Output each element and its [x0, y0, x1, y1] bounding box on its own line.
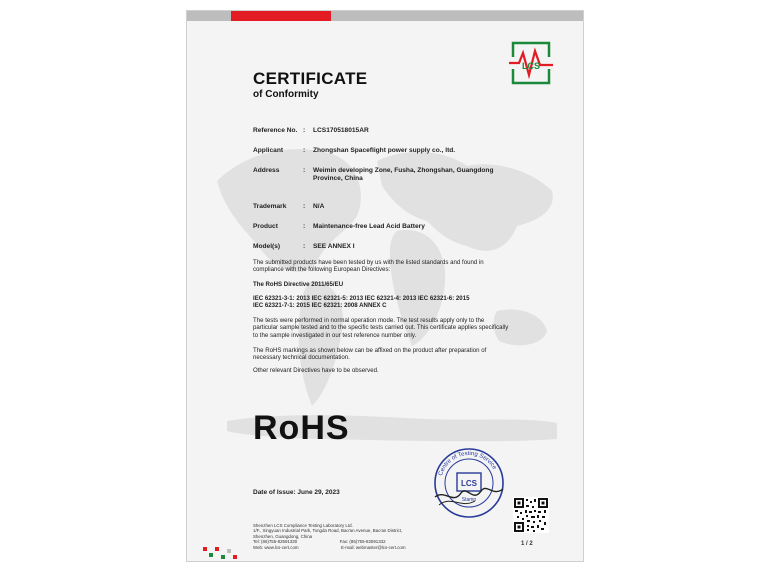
- field-value: N/A: [313, 203, 325, 210]
- svg-text:LCS: LCS: [522, 61, 540, 71]
- company-seal: [431, 445, 507, 521]
- directive-text: The RoHS Directive 2011/65/EU: [253, 281, 344, 288]
- field-value: Zhongshan Spaceflight power supply co., ltd.: [313, 147, 456, 154]
- top-red-bar: [231, 11, 331, 21]
- decorative-dots: [201, 545, 261, 561]
- marking-line: The RoHS markings as shown below can be affixed on the product after preparation of: [253, 347, 487, 354]
- tests-line: The tests were performed in normal operation mode. The test results apply only to the: [253, 317, 485, 324]
- top-gray-bar-right: [331, 11, 584, 21]
- field-value: Maintenance-free Lead Acid Battery: [313, 223, 425, 230]
- footer-web-row: [253, 545, 406, 550]
- intro-paragraph: [253, 259, 521, 274]
- field-value-line2: Province, China: [313, 175, 363, 182]
- tests-paragraph: [253, 317, 543, 339]
- field-colon: :: [303, 147, 306, 154]
- field-value: SEE ANNEX I: [313, 243, 355, 250]
- footer-info: [253, 523, 406, 550]
- lcs-logo: [507, 41, 555, 85]
- footer-company: Shenzhen LCS Compliance Testing Laboratory Ltd.: [253, 523, 353, 528]
- field-colon: :: [303, 243, 306, 250]
- field-label: Applicant: [253, 147, 284, 154]
- other-directives: Other relevant Directives have to be observed.: [253, 367, 379, 374]
- top-gray-bar-left: [187, 11, 231, 21]
- svg-text:Stamp: Stamp: [461, 497, 477, 503]
- svg-text:LCS: LCS: [461, 479, 477, 488]
- certificate-title: CERTIFICATE: [253, 69, 368, 88]
- qr-code[interactable]: [513, 497, 549, 533]
- footer-address-2: Shenzhen, Guangdong, China: [253, 533, 313, 539]
- field-label: Product: [253, 223, 278, 230]
- field-value: LCS170518015AR: [313, 127, 369, 134]
- field-value: Weimin developing Zone, Fusha, Zhongshan, Guangdong: [313, 167, 494, 174]
- marking-paragraph: [253, 347, 521, 362]
- rohs-mark: RoHS: [253, 409, 350, 447]
- standards-line: IEC 62321-7-1: 2015 IEC 62321: 2008 ANNEX C: [253, 302, 387, 310]
- footer-email[interactable]: E-mail: webmaster@lcs-cert.com: [341, 544, 406, 550]
- date-of-issue: Date of Issue: June 29, 2023: [253, 489, 340, 496]
- marking-line: necessary technical documentation.: [253, 354, 350, 362]
- page-number: 1 / 2: [521, 541, 533, 547]
- tests-line: particular sample tested and to the specific tests carried out. This certificate applies specifically: [253, 324, 509, 332]
- svg-text:Centre of Testing Service: Centre of Testing Service: [438, 450, 498, 477]
- field-colon: :: [303, 167, 306, 174]
- footer-web[interactable]: Web: www.lcs-cert.com: [253, 544, 299, 550]
- field-label: Address: [253, 167, 280, 174]
- footer-address: 1/F., Xingyuan Industrial Park, Tongda Road, Bao'an Avenue, Bao'an District,: [253, 528, 403, 534]
- intro-line: The submitted products have been tested by us with the listed standards and found in: [253, 259, 484, 266]
- footer-fax: Fax: (86)755-82591332: [339, 539, 386, 545]
- field-colon: :: [303, 203, 306, 210]
- field-label: Trademark: [253, 203, 287, 210]
- field-label: Reference No.: [253, 127, 298, 134]
- field-colon: :: [303, 223, 306, 230]
- standards-line: IEC 62321-3-1: 2013 IEC 62321-5: 2013 IEC 62321-4: 2013 IEC 62321-6: 2015: [253, 295, 470, 302]
- field-colon: :: [303, 127, 306, 134]
- certificate-subtitle: of Conformity: [253, 89, 319, 100]
- certificate-page: [186, 10, 584, 562]
- intro-line: compliance with the following European Directives:: [253, 266, 391, 274]
- standards-list: [253, 295, 543, 310]
- footer-tel: Tel: (86)755-82591330: [253, 539, 298, 545]
- tests-line: to the sample investigated in our test reference number only.: [253, 331, 417, 339]
- field-label: Model(s): [253, 243, 281, 250]
